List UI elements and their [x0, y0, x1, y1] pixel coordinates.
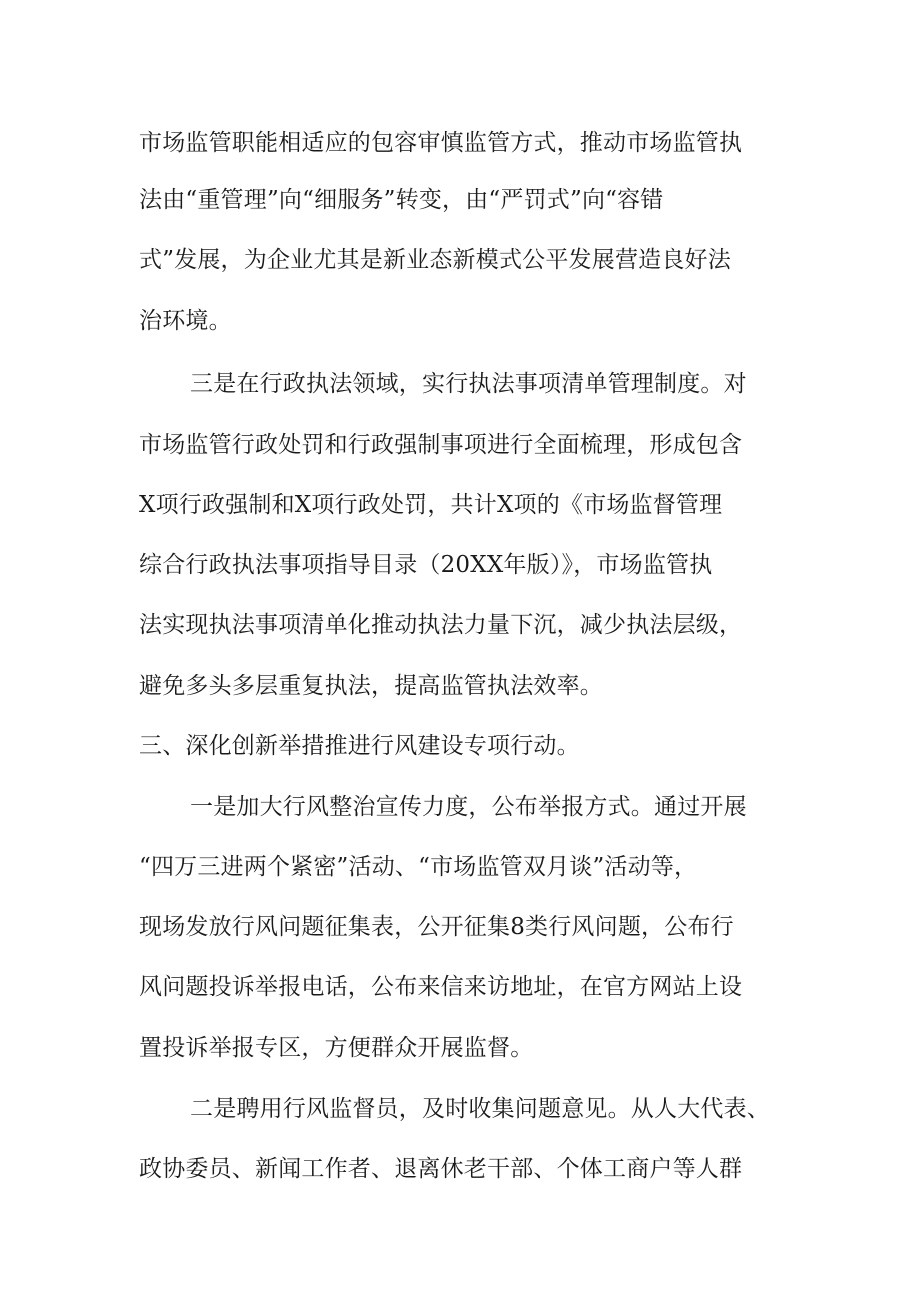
paragraph-line: 式”发展，为企业尤其是新业态新模式公平发展营造良好法: [139, 247, 731, 273]
paragraph-line: 法由“重管理”向“细服务”转变，由“严罚式”向“容错: [139, 187, 664, 213]
paragraph-line: 风问题投诉举报电话，公布来信来访地址，在官方网站上设: [139, 974, 743, 1000]
paragraph-line: 二是聘用行风监督员，及时收集问题意见。从人大代表、: [190, 1096, 770, 1122]
paragraph-line: 现场发放行风问题征集表，公开征集8类行风问题，公布行: [139, 914, 734, 940]
paragraph-line: 综合行政执法事项指导目录（20XX年版）》，市场监管执: [139, 552, 713, 578]
paragraph-line: 避免多头多层重复执法，提高监管执法效率。: [139, 673, 603, 699]
paragraph-line: 法实现执法事项清单化推动执法力量下沉，减少执法层级，: [139, 612, 743, 638]
paragraph-line: X项行政强制和X项行政处罚，共计X项的《市场监督管理: [139, 492, 723, 518]
paragraph-line: “四万三进两个紧密”活动、“市场监管双月谈”活动等，: [139, 854, 698, 880]
section-heading: 三、深化创新举措推进行风建设专项行动。: [139, 733, 580, 759]
paragraph-line: 治环境。: [139, 308, 232, 334]
paragraph-line: 一是加大行风整治宣传力度，公布举报方式。通过开展: [190, 794, 747, 820]
paragraph-line: 市场监管职能相适应的包容审慎监管方式，推动市场监管执: [139, 130, 743, 156]
paragraph-line: 政协委员、新闻工作者、退离休老干部、个体工商户等人群: [139, 1156, 743, 1182]
paragraph-line: 三是在行政执法领域，实行执法事项清单管理制度。对: [190, 371, 747, 397]
paragraph-line: 置投诉举报专区，方便群众开展监督。: [139, 1035, 534, 1061]
paragraph-line: 市场监管行政处罚和行政强制事项进行全面梳理，形成包含: [139, 432, 743, 458]
